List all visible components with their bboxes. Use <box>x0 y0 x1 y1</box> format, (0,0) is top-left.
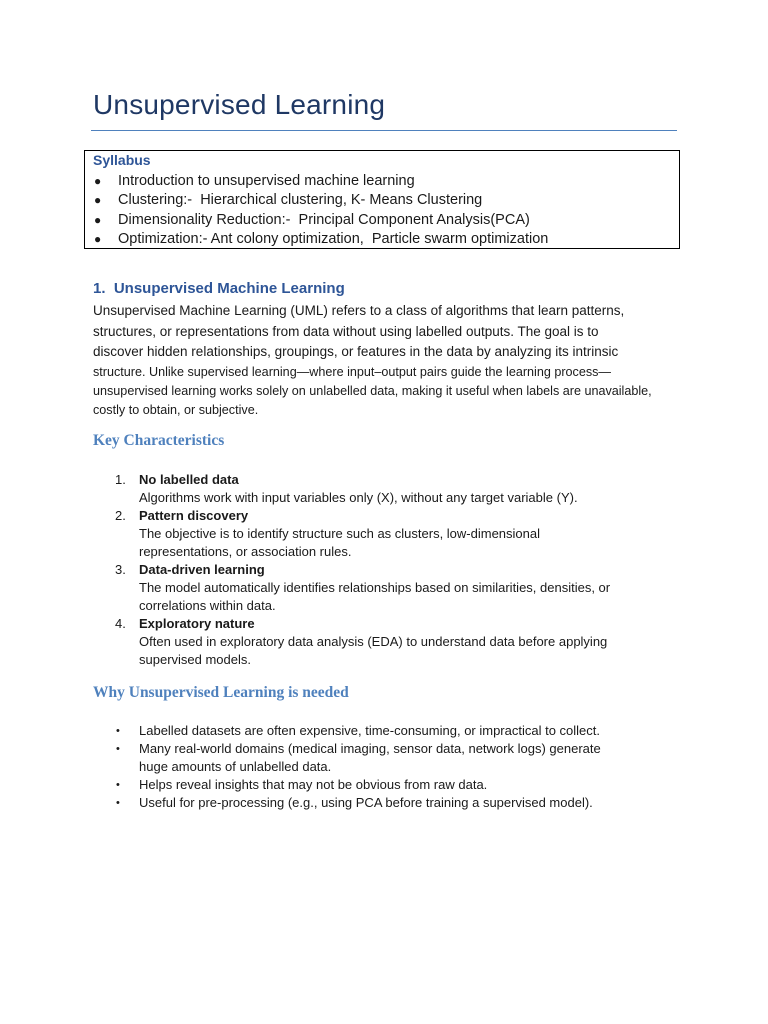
page-title: Unsupervised Learning <box>93 89 386 120</box>
section-1-heading: 1. Unsupervised Machine Learning <box>93 280 345 297</box>
title-divider <box>91 130 677 131</box>
item-number: 3. <box>115 562 126 577</box>
why-needed-list <box>115 722 695 812</box>
list-item <box>115 507 695 561</box>
item-title: Exploratory nature <box>139 616 255 631</box>
item-title: Data-driven learning <box>139 562 265 577</box>
bullet-icon: ● <box>94 212 102 227</box>
item-number: 4. <box>115 616 126 631</box>
item-number: 1. <box>115 472 126 487</box>
syllabus-list <box>93 172 548 249</box>
key-characteristics-heading: Key Characteristics <box>93 432 225 449</box>
syllabus-item <box>93 211 548 230</box>
bullet-icon: ● <box>94 231 102 246</box>
list-item <box>115 561 695 615</box>
why-needed-heading: Why Unsupervised Learning is needed <box>93 684 349 701</box>
bullet-icon: ● <box>94 174 102 188</box>
item-description: supervised models. <box>139 652 251 667</box>
bullet-icon: • <box>116 725 120 737</box>
list-item-text: Labelled datasets are often expensive, time-consuming, or impractical to collect. <box>139 723 601 738</box>
paragraph-line: structures, or representations from data without using labelled outputs. The goal is to <box>93 323 599 339</box>
list-item-text: Useful for pre-processing (e.g., using PCA before training a supervised model). <box>139 795 593 810</box>
bullet-icon: • <box>116 797 120 809</box>
syllabus-item <box>93 230 548 249</box>
item-description: Algorithms work with input variables only (X), without any target variable (Y). <box>139 490 578 505</box>
item-number: 2. <box>115 508 126 523</box>
paragraph-line: Unsupervised Machine Learning (UML) refers to a class of algorithms that learn patterns, <box>93 303 625 318</box>
item-title: No labelled data <box>139 472 239 487</box>
item-description: correlations within data. <box>139 598 276 613</box>
list-item <box>115 615 695 669</box>
syllabus-item-text: Introduction to unsupervised machine learning <box>118 173 415 189</box>
item-title: Pattern discovery <box>139 508 249 523</box>
syllabus-heading: Syllabus <box>93 152 151 168</box>
item-description: The model automatically identifies relationships based on similarities, densities, or <box>139 580 611 595</box>
section-1-body <box>93 301 683 420</box>
paragraph-line: unsupervised learning works solely on unlabelled data, making it useful when labels are unavailable, <box>93 383 652 398</box>
paragraph-line: structure. Unlike supervised learning—where input–output pairs guide the learning process— <box>93 364 612 379</box>
list-item-text: Helps reveal insights that may not be obvious from raw data. <box>139 777 488 792</box>
syllabus-item-text: Dimensionality Reduction:- Principal Component Analysis(PCA) <box>118 211 530 228</box>
syllabus-box <box>84 150 680 249</box>
syllabus-item-text: Clustering:- Hierarchical clustering, K- Means Clustering <box>118 192 483 209</box>
bullet-icon: • <box>116 743 120 755</box>
list-item <box>115 740 695 776</box>
paragraph-line: costly to obtain, or subjective. <box>93 402 259 417</box>
list-item-text: huge amounts of unlabelled data. <box>139 759 332 774</box>
list-item <box>115 722 695 740</box>
item-description: The objective is to identify structure such as clusters, low-dimensional <box>139 526 541 541</box>
list-item-text: Many real-world domains (medical imaging, sensor data, network logs) generate <box>139 741 601 756</box>
item-description: Often used in exploratory data analysis (EDA) to understand data before applying <box>139 634 608 649</box>
bullet-icon: ● <box>94 193 102 208</box>
syllabus-item <box>93 191 548 210</box>
paragraph-line: discover hidden relationships, groupings, or features in the data by analyzing its intrinsic <box>93 344 619 359</box>
list-item <box>115 794 695 812</box>
item-description: representations, or association rules. <box>139 544 352 559</box>
list-item <box>115 776 695 794</box>
syllabus-item-text: Optimization:- Ant colony optimization, Particle swarm optimization <box>118 230 549 247</box>
key-characteristics-list <box>115 471 695 669</box>
syllabus-item <box>93 172 548 191</box>
bullet-icon: • <box>116 779 120 791</box>
list-item <box>115 471 695 507</box>
